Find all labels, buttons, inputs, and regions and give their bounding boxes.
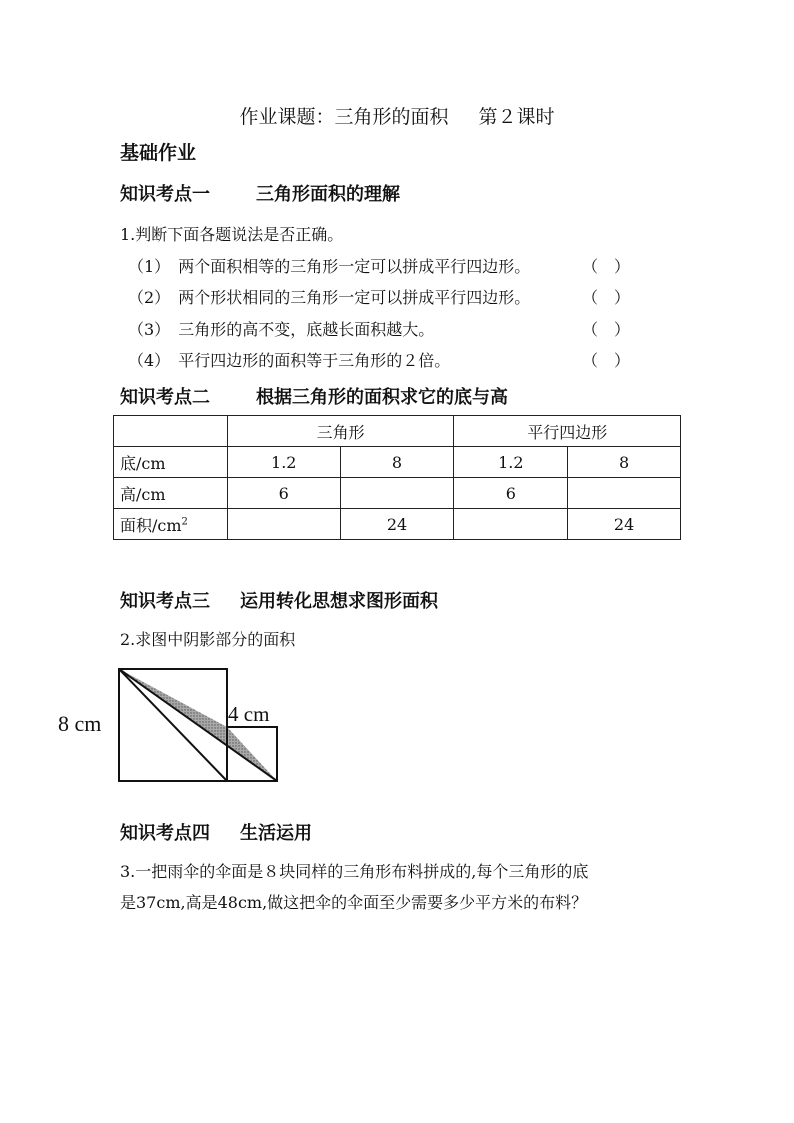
q1-item-4 (128, 348, 450, 371)
q3-line-1: 3.一把雨伞的伞面是８块同样的三角形布料拼成的,每个三角形的底 (120, 862, 589, 881)
shaded-area-figure (58, 664, 288, 789)
q1-item-text: 两个面积相等的三角形一定可以拼成平行四边形。 (178, 257, 531, 276)
q1-item-3 (128, 317, 434, 340)
table-cell[interactable] (227, 509, 340, 540)
q1-item-number: （2） (128, 288, 171, 307)
table-cell[interactable] (568, 478, 681, 509)
table-group-header: 三角形 (227, 416, 454, 447)
kp1-label: 知识考点一 (120, 184, 210, 205)
table-row-label (114, 509, 228, 540)
title-main: 作业课题：三角形的面积 (239, 106, 449, 128)
kp1-heading (120, 180, 400, 206)
table-cell[interactable]: 6 (227, 478, 340, 509)
table-cell[interactable] (340, 478, 454, 509)
table-cell[interactable]: 1.2 (454, 447, 568, 478)
table-row (114, 447, 681, 478)
page-title (0, 102, 794, 129)
table-cell[interactable]: 24 (340, 509, 454, 540)
squares-diagram (58, 664, 288, 789)
q1-answer-blank-1[interactable]: （ ） (582, 257, 631, 276)
q1-item-number: （1） (128, 257, 171, 276)
table-group-header: 平行四边形 (454, 416, 681, 447)
q1-item-1 (128, 254, 530, 277)
table-header-row (114, 416, 681, 447)
table-row-label-superscript: 2 (181, 516, 188, 528)
kp2-heading (120, 383, 508, 409)
small-side-label: 4 cm (228, 702, 270, 726)
table-row-label: 高/cm (114, 478, 228, 509)
table-row-label: 底/cm (114, 447, 228, 478)
q2-prompt: 2.求图中阴影部分的面积 (120, 630, 296, 649)
q1-item-text: 平行四边形的面积等于三角形的２倍。 (178, 351, 451, 370)
q1-item-text: 两个形状相同的三角形一定可以拼成平行四边形。 (178, 288, 531, 307)
q1-answer-blank-2[interactable]: （ ） (582, 288, 631, 307)
table-corner-cell (114, 416, 228, 447)
table-cell[interactable]: 8 (568, 447, 681, 478)
section-basic-heading: 基础作业 (120, 142, 197, 164)
kp2-label: 知识考点二 (120, 387, 210, 408)
big-side-label: 8 cm (58, 711, 102, 736)
q3-line-2: 是37cm,高是48cm,做这把伞的伞面至少需要多少平方米的布料？ (120, 893, 588, 912)
q1-prompt: 1.判断下面各题说法是否正确。 (120, 225, 344, 244)
table-cell[interactable]: 24 (568, 509, 681, 540)
kp4-heading (120, 819, 312, 845)
table-row-label-text: 面积/cm (120, 515, 182, 535)
table-cell[interactable]: 8 (340, 447, 454, 478)
table-cell[interactable]: 6 (454, 478, 568, 509)
table-row (114, 509, 681, 540)
kp4-label: 知识考点四 (120, 823, 210, 844)
kp3-title: 运用转化思想求图形面积 (240, 591, 438, 612)
q1-item-text: 三角形的高不变，底越长面积越大。 (178, 320, 435, 339)
q1-answer-blank-4[interactable]: （ ） (582, 351, 631, 370)
kp2-title: 根据三角形的面积求它的底与高 (256, 387, 508, 408)
table-cell[interactable]: 1.2 (227, 447, 340, 478)
kp4-title: 生活运用 (240, 823, 312, 844)
table-cell[interactable] (454, 509, 568, 540)
kp3-label: 知识考点三 (120, 591, 210, 612)
q1-item-number: （4） (128, 351, 171, 370)
q1-item-number: （3） (128, 320, 171, 339)
table-row (114, 478, 681, 509)
base-height-area-table (113, 415, 681, 540)
q1-answer-blank-3[interactable]: （ ） (582, 320, 631, 339)
title-lesson: 第２课时 (478, 106, 555, 128)
q1-item-2 (128, 285, 530, 308)
kp1-title: 三角形面积的理解 (256, 184, 400, 205)
kp3-heading (120, 587, 438, 613)
